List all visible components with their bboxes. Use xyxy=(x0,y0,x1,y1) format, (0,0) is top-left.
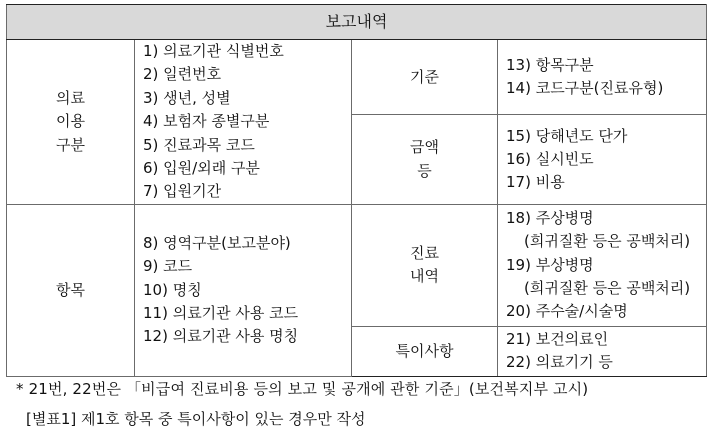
list-item: 6) 입원/외래 구분 xyxy=(143,159,260,178)
category-items: 항목 xyxy=(7,204,135,376)
subcategory-treatment-line1: 진료 xyxy=(410,243,439,262)
report-table xyxy=(6,4,707,377)
list-item: 2) 일련번호 xyxy=(143,65,222,84)
subcategory-amount-line2: 등 xyxy=(417,161,432,180)
list-item: 17) 비용 xyxy=(506,173,565,192)
list-item: 3) 생년, 성별 xyxy=(143,88,231,107)
category-medical-use-line3: 구분 xyxy=(56,135,85,154)
list-item: 9) 코드 xyxy=(143,257,193,276)
criteria-items xyxy=(498,40,707,115)
special-items xyxy=(498,326,707,376)
subcategory-amount-line1: 금액 xyxy=(410,138,439,157)
subcategory-treatment-line2: 내역 xyxy=(410,267,439,286)
list-item: 22) 의료기기 등 xyxy=(506,353,613,372)
medical-use-items xyxy=(135,40,352,205)
list-item: 20) 주수술/시술명 xyxy=(506,302,628,321)
list-item: 13) 항목구분 xyxy=(506,55,594,74)
list-item: 8) 영역구분(보고분야) xyxy=(143,233,291,252)
list-item: 21) 보건의료인 xyxy=(506,329,609,348)
list-item: 15) 당해년도 단가 xyxy=(506,126,628,145)
amount-items xyxy=(498,115,707,204)
list-item: 7) 입원기간 xyxy=(143,182,222,201)
subcategory-amount xyxy=(352,115,498,204)
list-item-note: (희귀질환 등은 공백처리) xyxy=(524,232,691,251)
subcategory-criteria: 기준 xyxy=(352,40,498,115)
category-medical-use xyxy=(7,40,135,205)
category-medical-use-line2: 이용 xyxy=(56,112,85,131)
list-item: 11) 의료기관 사용 코드 xyxy=(143,304,299,323)
list-item: 18) 주상병명 xyxy=(506,208,594,227)
list-item: 14) 코드구분(진료유형) xyxy=(506,79,664,98)
list-item: 16) 실시빈도 xyxy=(506,149,594,168)
item-list xyxy=(135,204,352,376)
list-item: 5) 진료과목 코드 xyxy=(143,135,255,154)
list-item: 4) 보험자 종별구분 xyxy=(143,112,270,131)
list-item: 19) 부상병명 xyxy=(506,255,594,274)
footnote-line2: [별표1] 제1호 항목 중 특이사항이 있는 경우만 작성 xyxy=(26,410,366,428)
list-item: 10) 명칭 xyxy=(143,280,202,299)
subcategory-treatment xyxy=(352,204,498,326)
footnote xyxy=(16,374,588,434)
table-title: 보고내역 xyxy=(7,5,707,40)
subcategory-special: 특이사항 xyxy=(352,326,498,376)
category-medical-use-line1: 의료 xyxy=(56,88,85,107)
treatment-items xyxy=(498,204,707,326)
list-item: 1) 의료기관 식별번호 xyxy=(143,42,284,60)
footnote-line1: * 21번, 22번은 「비급여 진료비용 등의 보고 및 공개에 관한 기준」(보건복지부 고시) xyxy=(16,380,589,398)
list-item-note: (희귀질환 등은 공백처리) xyxy=(524,279,691,298)
list-item: 12) 의료기관 사용 명칭 xyxy=(143,327,299,346)
